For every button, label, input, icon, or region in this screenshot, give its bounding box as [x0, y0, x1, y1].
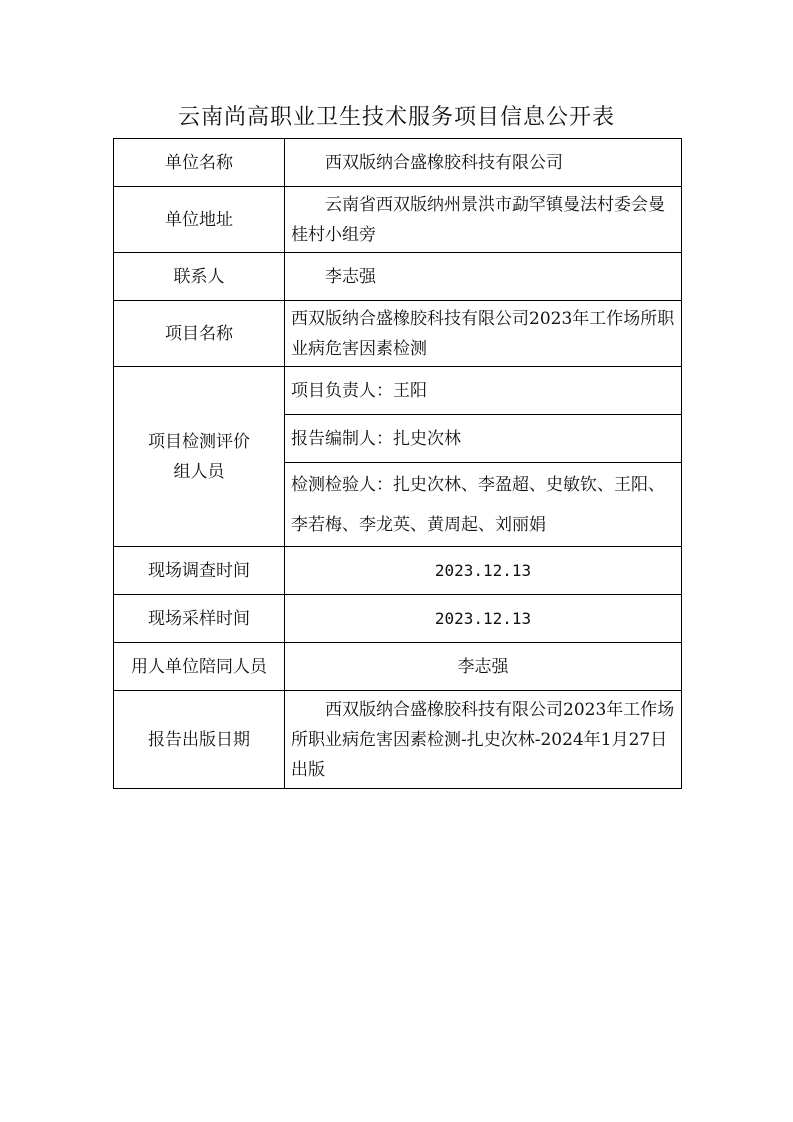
info-table	[113, 138, 682, 789]
unit-name-value: 西双版纳合盛橡胶科技有限公司	[285, 139, 682, 187]
survey-time-label: 现场调查时间	[114, 547, 285, 595]
accompany-label: 用人单位陪同人员	[114, 643, 285, 691]
contact-value: 李志强	[285, 253, 682, 301]
project-name-value: 西双版纳合盛橡胶科技有限公司2023年工作场所职业病危害因素检测	[285, 301, 682, 367]
contact-label: 联系人	[114, 253, 285, 301]
report-date-label: 报告出版日期	[114, 691, 285, 789]
accompany-value: 李志强	[285, 643, 682, 691]
unit-name-label: 单位名称	[114, 139, 285, 187]
table-row-contact	[114, 253, 682, 301]
team-label-line2: 组人员	[173, 461, 225, 482]
team-compiler-value: 报告编制人：扎史次林	[285, 415, 682, 463]
project-name-label: 项目名称	[114, 301, 285, 367]
table-row-team-leader	[114, 367, 682, 415]
unit-address-label: 单位地址	[114, 187, 285, 253]
page-title: 云南尚高职业卫生技术服务项目信息公开表	[177, 105, 615, 130]
table-row-unit-address	[114, 187, 682, 253]
table-row-report-date	[114, 691, 682, 789]
team-label	[114, 367, 285, 547]
team-leader-value: 项目负责人：王阳	[285, 367, 682, 415]
table-row-unit-name	[114, 139, 682, 187]
team-label-line1: 项目检测评价	[148, 431, 250, 452]
table-row-accompany	[114, 643, 682, 691]
table-row-sampling-time	[114, 595, 682, 643]
report-date-value: 西双版纳合盛橡胶科技有限公司2023年工作场所职业病危害因素检测-扎史次林-2024年1月27日出版	[285, 691, 682, 789]
table-row-project-name	[114, 301, 682, 367]
sampling-time-label: 现场采样时间	[114, 595, 285, 643]
table-row-survey-time	[114, 547, 682, 595]
survey-time-value: 2023.12.13	[285, 547, 682, 595]
sampling-time-value: 2023.12.13	[285, 595, 682, 643]
team-inspectors-value: 检测检验人：扎史次林、李盈超、史敏钦、王阳、李若梅、李龙英、黄周起、刘丽娟	[285, 463, 682, 547]
unit-address-value: 云南省西双版纳州景洪市勐罕镇曼法村委会曼桂村小组旁	[285, 187, 682, 253]
